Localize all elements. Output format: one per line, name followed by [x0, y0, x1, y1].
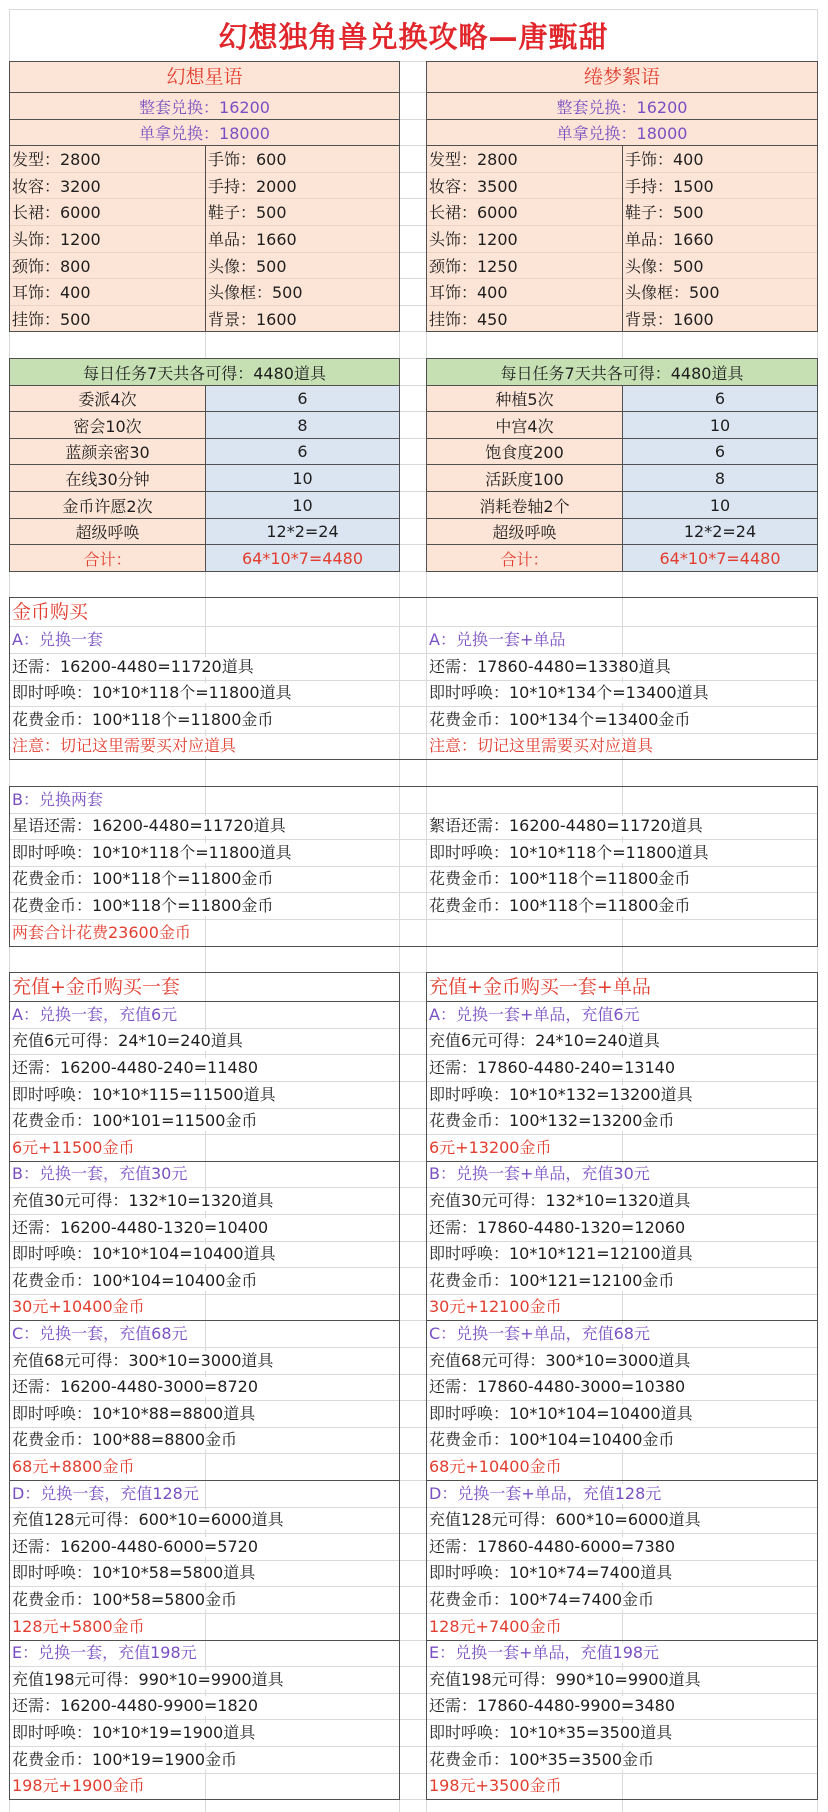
- recharge-option-line-cell: [426, 1187, 817, 1214]
- option-b-line-left: 即时呼唤：10*10*118个=11800道具: [12, 842, 292, 862]
- recharge-option-heading: D：兑换一套，充值128元: [12, 1483, 199, 1503]
- item-left-col1: 颈饰：800: [12, 256, 91, 276]
- recharge-option-line: 充值198元可得：990*10=9900道具: [12, 1669, 284, 1689]
- recharge-option-line: 即时呼唤：10*10*58=5800道具: [12, 1563, 256, 1582]
- recharge-option-line-cell: [426, 1028, 817, 1054]
- item-right-col2: 头像：500: [625, 256, 704, 276]
- recharge-option-result: 30元+12100金币: [429, 1297, 562, 1316]
- total-value: 64*10*7=4480: [205, 544, 400, 572]
- recharge-option-line: 充值68元可得：300*10=3000道具: [12, 1350, 274, 1370]
- option-a-line-left: 花费金币：100*118个=11800金币: [12, 709, 274, 729]
- recharge-option-heading: E：兑换一套+单品，充值198元: [429, 1643, 660, 1662]
- recharge-option-line-cell: [9, 1666, 399, 1693]
- option-b-line-left-cell: [9, 866, 399, 892]
- single-exchange-right: 单拿兑换：18000: [426, 119, 818, 146]
- recharge-option-line: 花费金币：100*88=8800金币: [12, 1430, 238, 1449]
- set-name-right: 绻梦絮语: [426, 61, 818, 93]
- recharge-option-heading: B：兑换一套+单品，充值30元: [429, 1164, 650, 1183]
- recharge-option-heading-cell: [9, 1320, 399, 1347]
- recharge-option-result-cell: [9, 1773, 399, 1799]
- item-right-col2: 头像框：500: [625, 283, 720, 302]
- full-exchange-right: 整套兑换：16200: [426, 92, 818, 120]
- recharge-title-right-cell: [426, 972, 817, 1001]
- item-right-col1: 头饰：1200: [429, 230, 518, 249]
- recharge-option-line-cell: [9, 1533, 399, 1560]
- option-b-line-right: 花费金币：100*118个=11800金币: [429, 895, 691, 915]
- option-b-line-left-cell: [9, 839, 399, 866]
- item-right-col2: 背景：1600: [625, 309, 714, 329]
- recharge-option-line: 即时呼唤：10*10*88=8800道具: [12, 1403, 256, 1423]
- recharge-option-line: 花费金币：100*104=10400金币: [429, 1430, 675, 1449]
- item-right-col1: 长裙：6000: [429, 203, 518, 222]
- item-left-col2: 手饰：600: [208, 150, 287, 169]
- recharge-option-heading: D：兑换一套+单品，充值128元: [429, 1483, 662, 1503]
- recharge-title-left-cell: [9, 972, 399, 1001]
- total-value: 64*10*7=4480: [622, 544, 818, 572]
- recharge-option-line-cell: [9, 1586, 399, 1613]
- recharge-option-result: 6元+13200金币: [429, 1137, 552, 1157]
- page-title: 幻想独角兽兑换攻略—唐甄甜: [218, 19, 609, 54]
- task-name: 委派4次: [9, 385, 206, 412]
- option-b-summary-cell: [9, 919, 399, 946]
- task-reward: 10: [205, 464, 400, 492]
- recharge-option-line: 花费金币：100*121=12100金币: [429, 1270, 675, 1290]
- item-right-col1: 耳饰：400: [429, 283, 508, 302]
- recharge-option-line-cell: [9, 1719, 399, 1746]
- recharge-option-line-cell: [9, 1108, 399, 1134]
- recharge-option-line: 即时呼唤：10*10*19=1900道具: [12, 1722, 256, 1742]
- task-name: 中宫4次: [426, 411, 623, 439]
- task-reward: 12*2=24: [622, 518, 818, 545]
- recharge-option-result-cell: [9, 1453, 399, 1480]
- recharge-option-result-cell: [9, 1294, 399, 1320]
- recharge-option-line: 充值128元可得：600*10=6000道具: [429, 1510, 701, 1529]
- recharge-option-line-cell: [9, 1693, 399, 1719]
- recharge-option-line: 充值30元可得：132*10=1320道具: [429, 1190, 691, 1210]
- recharge-option-line: 花费金币：100*74=7400金币: [429, 1589, 655, 1609]
- item-left-col1: 妆容：3200: [12, 176, 101, 196]
- recharge-option-line: 即时呼唤：10*10*104=10400道具: [429, 1403, 693, 1423]
- recharge-option-line: 即时呼唤：10*10*115=11500道具: [12, 1084, 276, 1104]
- set-name-left: 幻想星语: [9, 61, 400, 93]
- recharge-option-line-cell: [426, 1507, 817, 1533]
- recharge-option-line-cell: [9, 1560, 399, 1586]
- item-left-col1: 挂饰：500: [12, 309, 91, 329]
- recharge-option-line: 花费金币：100*104=10400金币: [12, 1270, 258, 1290]
- option-a-line-left: 还需：16200-4480=11720道具: [12, 656, 254, 676]
- recharge-option-line-cell: [426, 1214, 817, 1241]
- recharge-option-line-cell: [9, 1267, 399, 1294]
- recharge-option-line-cell: [426, 1108, 817, 1134]
- recharge-option-result: 128元+5800金币: [12, 1616, 145, 1636]
- option-a-line-right-cell: [426, 680, 817, 706]
- recharge-option-line-cell: [426, 1666, 817, 1693]
- option-a-heading-left: A：兑换一套: [12, 629, 103, 649]
- gridline-h: [9, 9, 818, 10]
- recharge-option-line-cell: [9, 1081, 399, 1108]
- task-name: 饱食度200: [426, 438, 623, 465]
- recharge-option-line-cell: [9, 1241, 399, 1267]
- recharge-option-line: 充值68元可得：300*10=3000道具: [429, 1350, 691, 1370]
- recharge-option-line: 还需：17860-4480-1320=12060: [429, 1217, 686, 1237]
- recharge-option-line-cell: [9, 1347, 399, 1374]
- task-name: 超级呼唤: [9, 518, 206, 545]
- item-right-col2: 单品：1660: [625, 230, 714, 249]
- item-right-col1: 发型：2800: [429, 150, 518, 169]
- recharge-option-line-cell: [9, 1746, 399, 1773]
- task-reward: 10: [622, 411, 818, 439]
- recharge-option-line-cell: [426, 1560, 817, 1586]
- daily-header-right: 每日任务7天共各可得：4480道具: [426, 358, 818, 386]
- recharge-option-result-cell: [426, 1134, 817, 1161]
- recharge-option-line-cell: [9, 1400, 399, 1427]
- recharge-option-line-cell: [9, 1187, 399, 1214]
- recharge-option-line: 还需：17860-4480-240=13140: [429, 1057, 676, 1077]
- option-b-line-right: 即时呼唤：10*10*118个=11800道具: [429, 842, 709, 862]
- recharge-option-line-cell: [426, 1746, 817, 1773]
- option-b-line-right: 絮语还需：16200-4480=11720道具: [429, 816, 703, 835]
- task-name: 金币许愿2次: [9, 491, 206, 519]
- total-label: 合计：: [9, 544, 206, 572]
- recharge-option-line: 花费金币：100*58=5800金币: [12, 1589, 238, 1609]
- option-b-line-right-cell: [426, 866, 817, 892]
- option-a-line-right: 还需：17860-4480=13380道具: [429, 656, 671, 676]
- recharge-option-line-cell: [9, 1507, 399, 1533]
- recharge-option-heading: A：兑换一套+单品，充值6元: [429, 1004, 640, 1024]
- recharge-option-line: 充值198元可得：990*10=9900道具: [429, 1669, 701, 1689]
- recharge-option-line: 即时呼唤：10*10*132=13200道具: [429, 1084, 693, 1104]
- recharge-option-line: 还需：17860-4480-3000=10380: [429, 1377, 686, 1396]
- task-reward: 6: [622, 385, 818, 412]
- option-a-heading-right-cell: [426, 626, 817, 653]
- option-b-line-left: 星语还需：16200-4480=11720道具: [12, 816, 286, 835]
- recharge-option-line-cell: [9, 1214, 399, 1241]
- recharge-option-line-cell: [426, 1241, 817, 1267]
- recharge-option-heading: B：兑换一套，充值30元: [12, 1164, 188, 1183]
- recharge-option-line-cell: [426, 1533, 817, 1560]
- recharge-option-line-cell: [426, 1081, 817, 1108]
- item-right-col2: 手饰：400: [625, 150, 704, 169]
- recharge-option-line-cell: [9, 1374, 399, 1400]
- task-reward: 8: [205, 411, 400, 439]
- recharge-option-line-cell: [426, 1374, 817, 1400]
- option-b-line-right-cell: [426, 892, 817, 919]
- recharge-option-line: 还需：17860-4480-9900=3480: [429, 1696, 676, 1715]
- option-a-note-left: 注意：切记这里需要买对应道具: [12, 736, 237, 755]
- recharge-option-heading-cell: [9, 1001, 399, 1028]
- recharge-option-heading: E：兑换一套，充值198元: [12, 1643, 197, 1662]
- recharge-option-line-cell: [9, 1054, 399, 1081]
- recharge-option-result-cell: [426, 1453, 817, 1480]
- recharge-option-line: 还需：16200-4480-1320=10400: [12, 1217, 269, 1237]
- recharge-option-line-cell: [426, 1267, 817, 1294]
- recharge-option-line: 花费金币：100*132=13200金币: [429, 1111, 675, 1130]
- option-a-heading-left-cell: [9, 626, 399, 653]
- recharge-option-line-cell: [426, 1586, 817, 1613]
- option-a-note-right-cell: [426, 733, 817, 759]
- recharge-option-result: 68元+8800金币: [12, 1456, 135, 1476]
- recharge-option-line: 即时呼唤：10*10*121=12100道具: [429, 1244, 693, 1263]
- item-left-col1: 耳饰：400: [12, 283, 91, 302]
- option-a-heading-right: A：兑换一套+单品: [429, 629, 566, 649]
- coin-purchase-title-cell: [9, 597, 399, 626]
- recharge-option-line-cell: [426, 1054, 817, 1081]
- item-right-col1: 颈饰：1250: [429, 256, 518, 276]
- recharge-option-result: 68元+10400金币: [429, 1456, 562, 1476]
- recharge-option-line: 即时呼唤：10*10*74=7400道具: [429, 1563, 673, 1582]
- task-name: 种植5次: [426, 385, 623, 412]
- task-reward: 8: [622, 464, 818, 492]
- option-a-line-left-cell: [9, 653, 399, 680]
- coin-purchase-title: 金币购买: [12, 600, 89, 623]
- task-name: 活跃度100: [426, 464, 623, 492]
- recharge-option-line: 充值6元可得：24*10=240道具: [429, 1031, 660, 1050]
- option-a-note-left-cell: [9, 733, 399, 759]
- recharge-option-result-cell: [9, 1134, 399, 1161]
- recharge-option-heading-cell: [9, 1640, 399, 1666]
- option-b-line-left-cell: [9, 892, 399, 919]
- task-reward: 6: [205, 438, 400, 465]
- recharge-option-result: 128元+7400金币: [429, 1616, 562, 1636]
- recharge-option-heading-cell: [426, 1480, 817, 1507]
- recharge-option-line: 即时呼唤：10*10*104=10400道具: [12, 1244, 276, 1263]
- recharge-option-result: 198元+1900金币: [12, 1776, 145, 1795]
- recharge-option-result: 30元+10400金币: [12, 1297, 145, 1316]
- recharge-option-heading: C：兑换一套+单品，充值68元: [429, 1323, 650, 1343]
- recharge-option-heading: A：兑换一套，充值6元: [12, 1004, 178, 1024]
- recharge-option-line: 充值128元可得：600*10=6000道具: [12, 1510, 284, 1529]
- recharge-option-line: 花费金币：100*35=3500金币: [429, 1749, 655, 1769]
- option-b-line-right-cell: [426, 813, 817, 839]
- recharge-option-line: 即时呼唤：10*10*35=3500道具: [429, 1722, 673, 1742]
- recharge-option-line-cell: [9, 1427, 399, 1453]
- recharge-option-result-cell: [426, 1773, 817, 1799]
- item-right-col2: 手持：1500: [625, 176, 714, 196]
- recharge-option-result: 198元+3500金币: [429, 1776, 562, 1795]
- task-name: 超级呼唤: [426, 518, 623, 545]
- option-a-line-right: 即时呼唤：10*10*134个=13400道具: [429, 683, 709, 702]
- option-a-line-right-cell: [426, 653, 817, 680]
- recharge-option-result-cell: [426, 1294, 817, 1320]
- single-exchange-left: 单拿兑换：18000: [9, 119, 400, 146]
- recharge-option-line: 还需：16200-4480-3000=8720: [12, 1377, 259, 1396]
- recharge-option-heading-cell: [9, 1480, 399, 1507]
- recharge-option-line-cell: [9, 1028, 399, 1054]
- item-right-col1: 妆容：3500: [429, 176, 518, 196]
- recharge-option-line: 充值6元可得：24*10=240道具: [12, 1031, 243, 1050]
- option-b-line-left: 花费金币：100*118个=11800金币: [12, 869, 274, 888]
- option-b-heading-cell: [9, 786, 399, 813]
- task-name: 消耗卷轴2个: [426, 491, 623, 519]
- recharge-option-line: 充值30元可得：132*10=1320道具: [12, 1190, 274, 1210]
- item-right-col2: 鞋子：500: [625, 203, 704, 222]
- option-a-note-right: 注意：切记这里需要买对应道具: [429, 736, 654, 755]
- option-b-line-right: 花费金币：100*118个=11800金币: [429, 869, 691, 888]
- recharge-option-heading-cell: [426, 1640, 817, 1666]
- recharge-option-line: 还需：16200-4480-6000=5720: [12, 1536, 259, 1556]
- task-reward: 10: [205, 491, 400, 519]
- daily-header-left: 每日任务7天共各可得：4480道具: [9, 358, 400, 386]
- recharge-option-result-cell: [9, 1613, 399, 1640]
- item-left-col2: 头像：500: [208, 256, 287, 276]
- option-b-heading: B：兑换两套: [12, 789, 103, 809]
- task-reward: 12*2=24: [205, 518, 400, 545]
- item-right-col1: 挂饰：450: [429, 309, 508, 329]
- recharge-option-line: 花费金币：100*19=1900金币: [12, 1749, 238, 1769]
- item-left-col1: 头饰：1200: [12, 230, 101, 249]
- recharge-option-heading-cell: [426, 1161, 817, 1187]
- recharge-option-heading-cell: [426, 1320, 817, 1347]
- recharge-option-line-cell: [426, 1719, 817, 1746]
- task-reward: 6: [205, 385, 400, 412]
- task-name: 密会10次: [9, 411, 206, 439]
- task-reward: 10: [622, 491, 818, 519]
- option-a-line-left: 即时呼唤：10*10*118个=11800道具: [12, 683, 292, 702]
- recharge-option-heading-cell: [426, 1001, 817, 1028]
- item-left-col2: 单品：1660: [208, 230, 297, 249]
- recharge-option-line: 花费金币：100*101=11500金币: [12, 1111, 258, 1130]
- option-b-line-right-cell: [426, 839, 817, 866]
- full-exchange-left: 整套兑换：16200: [9, 92, 400, 120]
- task-reward: 6: [622, 438, 818, 465]
- item-left-col2: 背景：1600: [208, 309, 297, 329]
- option-a-line-left-cell: [9, 680, 399, 706]
- recharge-option-line-cell: [426, 1427, 817, 1453]
- recharge-option-line: 还需：16200-4480-9900=1820: [12, 1696, 259, 1715]
- task-name: 蓝颜亲密30: [9, 438, 206, 465]
- recharge-option-line: 还需：17860-4480-6000=7380: [429, 1536, 676, 1556]
- recharge-option-line-cell: [426, 1400, 817, 1427]
- item-left-col1: 发型：2800: [12, 150, 101, 169]
- recharge-option-line-cell: [426, 1693, 817, 1719]
- option-a-line-left-cell: [9, 706, 399, 733]
- option-b-line-left: 花费金币：100*118个=11800金币: [12, 895, 274, 915]
- recharge-option-result-cell: [426, 1613, 817, 1640]
- recharge-option-result: 6元+11500金币: [12, 1137, 135, 1157]
- recharge-option-heading: C：兑换一套，充值68元: [12, 1323, 188, 1343]
- recharge-title-left: 充值+金币购买一套: [12, 975, 180, 998]
- recharge-option-line: 还需：16200-4480-240=11480: [12, 1057, 259, 1077]
- recharge-option-line-cell: [426, 1347, 817, 1374]
- recharge-option-heading-cell: [9, 1161, 399, 1187]
- total-label: 合计：: [426, 544, 623, 572]
- recharge-title-right: 充值+金币购买一套+单品: [429, 975, 651, 998]
- item-left-col2: 头像框：500: [208, 283, 303, 302]
- item-left-col1: 长裙：6000: [12, 203, 101, 222]
- option-b-line-left-cell: [9, 813, 399, 839]
- item-left-col2: 手持：2000: [208, 176, 297, 196]
- option-a-line-right-cell: [426, 706, 817, 733]
- option-a-line-right: 花费金币：100*134个=13400金币: [429, 709, 691, 729]
- option-b-summary: 两套合计花费23600金币: [12, 922, 191, 942]
- item-left-col2: 鞋子：500: [208, 203, 287, 222]
- task-name: 在线30分钟: [9, 464, 206, 492]
